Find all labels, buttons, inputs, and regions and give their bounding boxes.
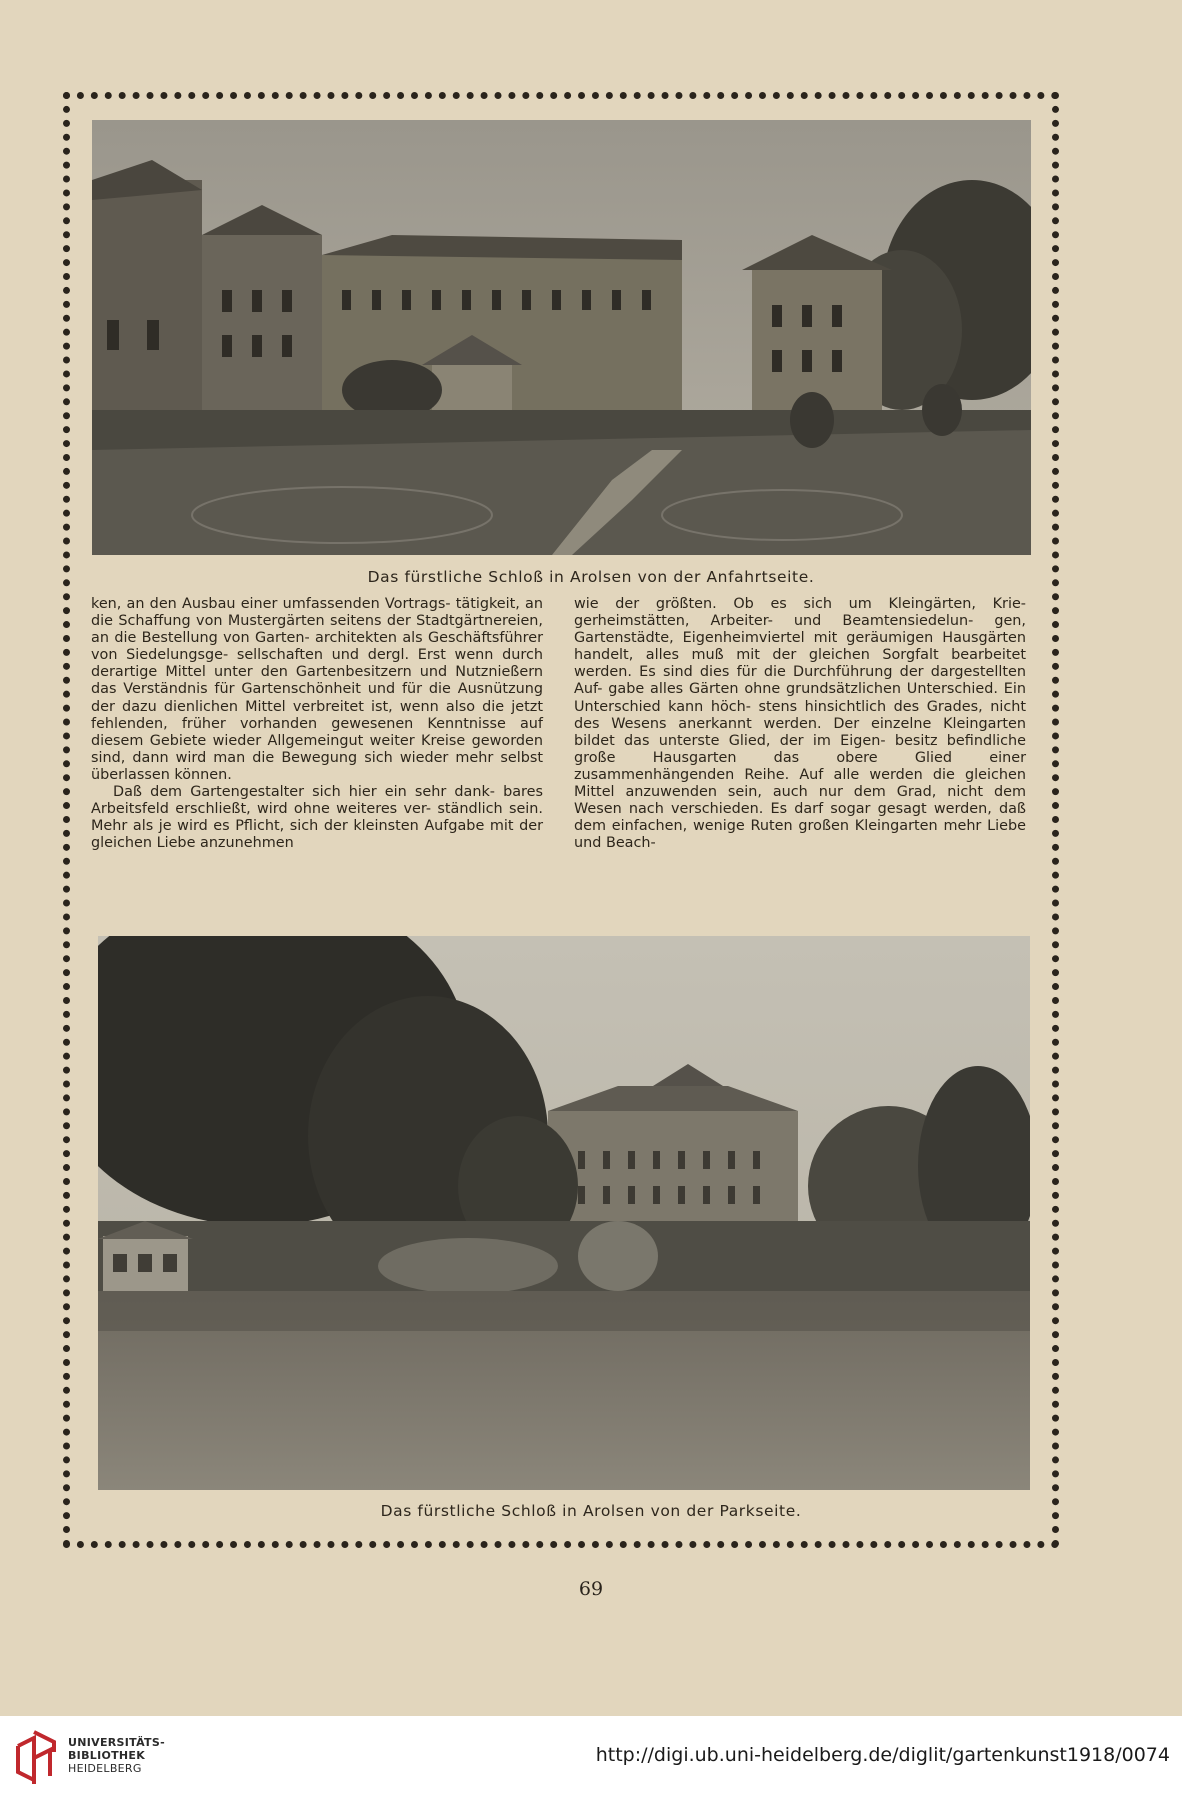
- paragraph: Daß dem Gartengestalter sich hier ein sehr dank- bares Arbeitsfeld erschließt, wird ohne weiteres ver- ständlich sein. Mehr als je wird es Pflicht, sich der kleinsten Aufgabe mit der gleichen Liebe anzunehmen: [91, 784, 543, 852]
- photo-castle-driveway-side: [92, 120, 1031, 555]
- text-column-right: [574, 596, 1026, 852]
- paragraph: wie der größten. Ob es sich um Kleingärten, Krie- gerheimstätten, Arbeiter- und Beamtensiedelun- gen, Gartenstädte, Eigenheimviertel mit geräumigen Hausgärten handelt, alles muß mit der gleichen Sorgfalt bearbeitet werden. Es sind dies für die Durchführung der dargestellten Auf- gabe alles Gärten ohne grundsätzlichen Unterschied. Ein Unterschied kann höch- stens hinsichtlich des Grades, nicht des Wesens anerkannt werden. Der einzelne Kleingarten bildet das unterste Glied, der im Eigen- besitz befindliche große Hausgarten das obere Glied einer zusammenhängenden Reihe. Auf alle werden die gleichen Mittel anzuwenden sein, auch nur dem Grad, nicht dem Wesen nach verschieden. Es darf sogar gesagt werden, daß dem einfachen, wenige Ruten großen Kleingarten mehr Liebe und Beach-: [574, 596, 1026, 852]
- photo-castle-park-side: [98, 936, 1030, 1490]
- caption-top-photo: Das fürstliche Schloß in Arolsen von der Anfahrtseite.: [367, 568, 815, 586]
- caption-bottom-photo: Das fürstliche Schloß in Arolsen von der Parkseite.: [380, 1502, 802, 1520]
- library-logo-icon: [14, 1728, 58, 1786]
- source-url-link[interactable]: http://digi.ub.uni-heidelberg.de/diglit/gartenkunst1918/0074: [595, 1744, 1170, 1766]
- page-number: 69: [578, 1578, 604, 1600]
- paragraph: ken, an den Ausbau einer umfassenden Vortrags- tätigkeit, an die Schaffung von Mustergärten seitens der Stadtgärtnereien, an die Bestellung von Garten- architekten als Geschäftsführer von Siedelungsge- sellschaften und dergl. Erst wenn durch derartige Mittel unter den Gartenbesitzern und Nutznießern das Verständnis für Gartenschönheit und für die Ausnützung der dazu dienlichen Mittel verbreitet ist, wenn also die jetzt fehlenden, früher vorhanden gewesenen Kenntnisse auf diesem Gebiete wieder Allgemeingut weiter Kreise geworden sind, dann wird man die Bewegung sich wieder mehr selbst überlassen können.: [91, 596, 543, 783]
- library-name: [68, 1736, 165, 1775]
- library-name-line: UNIVERSITÄTS-: [68, 1736, 165, 1749]
- text-column-left: [91, 596, 543, 852]
- digitization-footer: [0, 1716, 1182, 1799]
- library-name-line: BIBLIOTHEK: [68, 1749, 146, 1762]
- library-name-line: HEIDELBERG: [68, 1762, 142, 1775]
